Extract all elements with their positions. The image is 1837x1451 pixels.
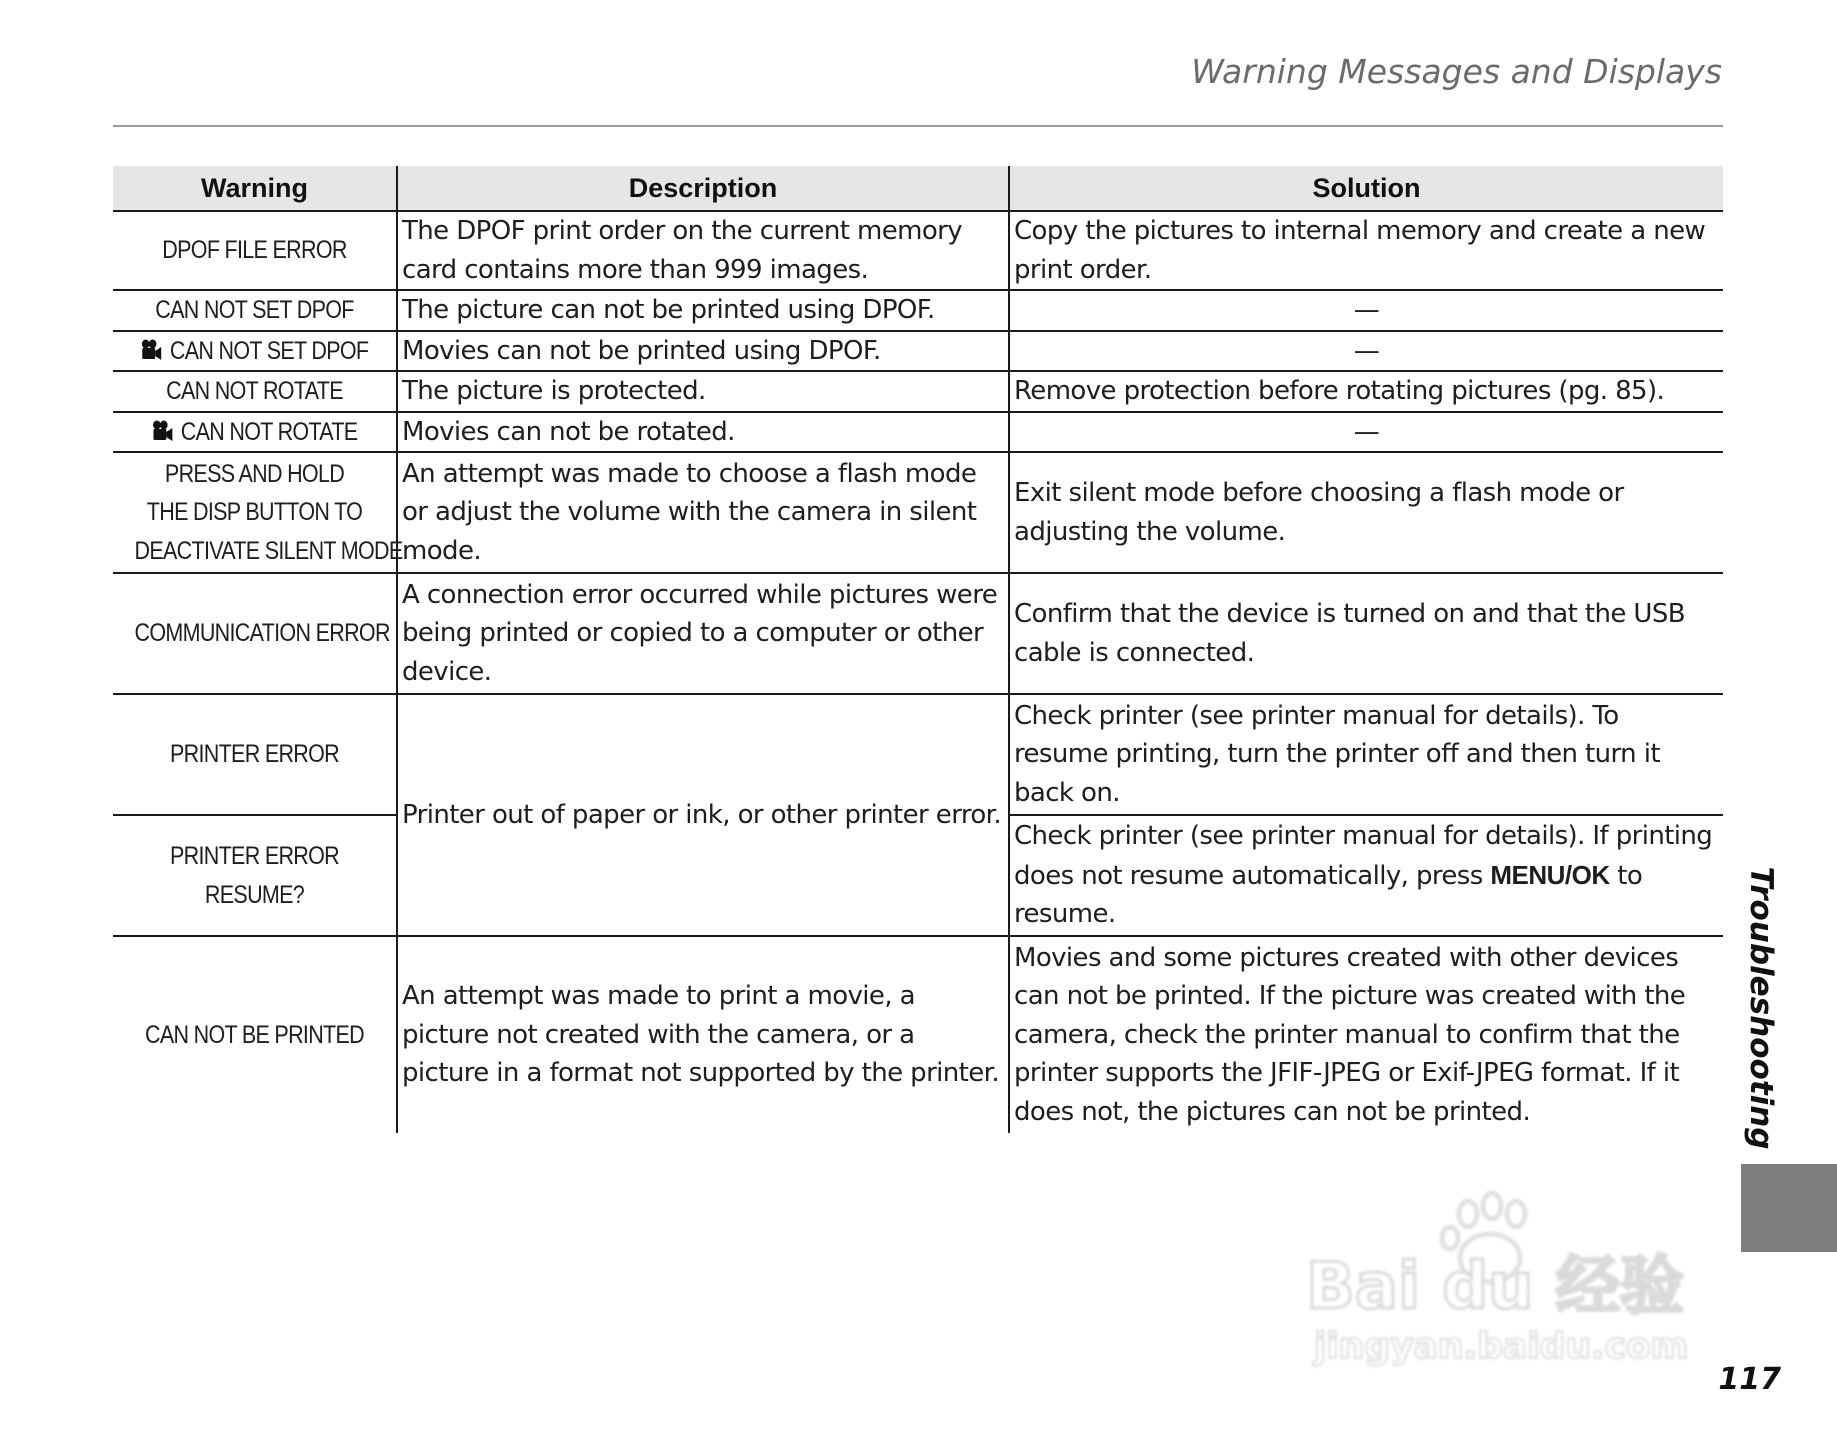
movie-camera-icon: [152, 420, 174, 442]
watermark-url: jingyan.baidu.com: [1314, 1326, 1689, 1367]
table-row: [113, 371, 1723, 412]
solution-text: Check printer (see printer manual for details). If printing does not resume automatically, press: [1014, 821, 1713, 891]
table-row: [113, 694, 1723, 815]
solution-cell: Movies and some pictures created with other devices can not be printed. If the picture was created with the camera, check the printer manual to confirm that the printer supports the JFIF-JPEG or Exif-JPEG format. If it does not, the pictures can not be printed.: [1014, 942, 1686, 1127]
warning-cell: [113, 452, 403, 573]
warning-table: [113, 166, 1723, 1133]
description-cell: Printer out of paper or ink, or other printer error.: [397, 694, 1009, 936]
warning-cell: [113, 936, 397, 1133]
description-cell: Movies can not be printed using DPOF.: [397, 331, 1009, 372]
section-label-text: Troubleshooting: [1743, 866, 1779, 1150]
table-header-row: [113, 166, 1723, 211]
section-label: [1736, 868, 1786, 1148]
warning-text: CAN NOT ROTATE: [166, 377, 343, 405]
table-row: [113, 573, 1723, 694]
table-row: [113, 452, 1723, 573]
solution-cell: —: [1009, 331, 1723, 372]
section-tab: [1741, 1164, 1837, 1252]
solution-cell: Check printer (see printer manual for details). To resume printing, turn the printer off and then turn it back on.: [1009, 694, 1723, 815]
description-cell: Movies can not be rotated.: [397, 412, 1009, 453]
warning-text: CAN NOT SET DPOF: [155, 296, 354, 324]
table-row: [113, 331, 1723, 372]
solution-cell: Confirm that the device is turned on and that the USB cable is connected.: [1009, 573, 1723, 694]
table-row: [113, 211, 1723, 290]
table-row: [113, 290, 1723, 331]
description-cell: An attempt was made to print a movie, a picture not created with the camera, or a picture in a format not supported by the printer.: [397, 936, 1009, 1133]
warning-text: PRINTER ERROR: [169, 842, 340, 870]
warning-text: THE DISP BUTTON TO: [146, 498, 363, 527]
solution-cell: Remove protection before rotating pictures (pg. 85).: [1009, 371, 1723, 412]
warning-text: CAN NOT SET DPOF: [169, 336, 369, 365]
baidu-watermark: [1300, 1180, 1740, 1380]
warning-cell: [113, 694, 397, 815]
column-header-solution: Solution: [1009, 166, 1723, 211]
description-cell: The picture is protected.: [397, 371, 1009, 412]
warning-text: CAN NOT ROTATE: [180, 417, 358, 446]
solution-cell: —: [1009, 412, 1723, 453]
warning-text: DPOF FILE ERROR: [162, 236, 347, 265]
running-title: Warning Messages and Displays: [1191, 52, 1722, 91]
warning-cell: [113, 290, 397, 331]
header-rule: [113, 125, 1723, 127]
warning-cell: [113, 815, 397, 936]
warning-text: CAN NOT BE PRINTED: [145, 1020, 364, 1049]
warning-text: DEACTIVATE SILENT MODE: [134, 536, 403, 565]
warning-cell: [113, 573, 397, 694]
description-cell: The DPOF print order on the current memory card contains more than 999 images.: [397, 211, 1009, 290]
warning-cell: [113, 371, 397, 412]
watermark-brand: Bai du 经验: [1306, 1250, 1684, 1324]
table-row: [113, 936, 1723, 1133]
solution-cell: Copy the pictures to internal memory and create a new print order.: [1009, 211, 1723, 290]
column-header-description: Description: [397, 166, 1009, 211]
warning-cell: [113, 331, 397, 372]
warning-text: PRESS AND HOLD: [164, 459, 345, 488]
solution-text: to resume.: [1014, 860, 1643, 930]
column-header-warning: Warning: [113, 166, 397, 211]
solution-cell: Exit silent mode before choosing a flash mode or adjusting the volume.: [1009, 452, 1723, 573]
page-number: 117: [1718, 1362, 1781, 1397]
table-row: [113, 412, 1723, 453]
warning-cell: [113, 211, 397, 290]
warning-cell: [113, 412, 397, 453]
movie-camera-icon: [141, 339, 163, 361]
warning-text: COMMUNICATION ERROR: [134, 619, 390, 648]
warning-text: RESUME?: [204, 880, 305, 909]
description-cell: An attempt was made to choose a flash mode or adjust the volume with the camera in silent mode.: [397, 452, 1009, 573]
description-cell: The picture can not be printed using DPOF.: [397, 290, 1009, 331]
description-cell: A connection error occurred while pictures were being printed or copied to a computer or other device.: [397, 573, 1009, 694]
solution-cell: [1009, 815, 1723, 936]
menu-ok-key-label: MENU/OK: [1490, 859, 1610, 890]
solution-cell: —: [1009, 290, 1723, 331]
warning-text: PRINTER ERROR: [169, 740, 340, 769]
